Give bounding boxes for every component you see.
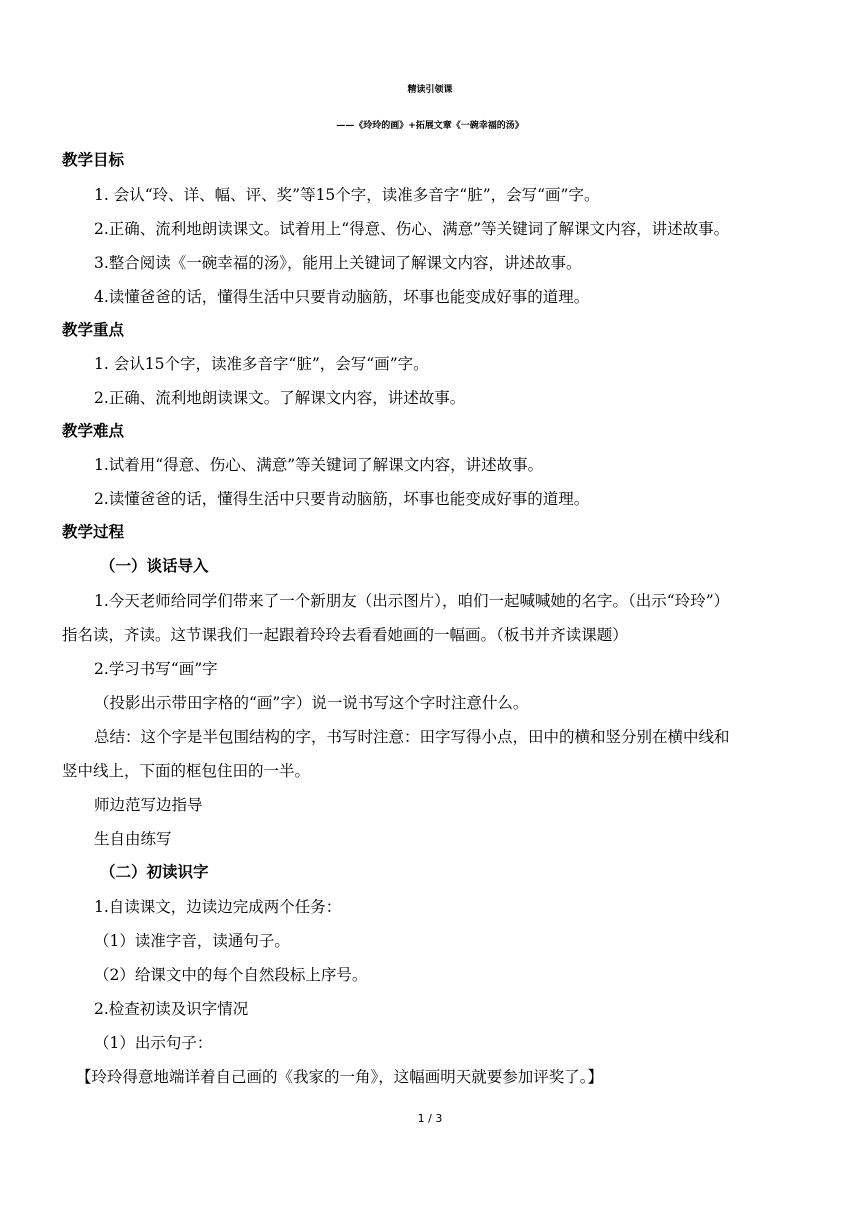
- paragraph: （1）出示句子：: [94, 1034, 213, 1052]
- paragraph: （投影出示带田字格的“画”字）说一说书写这个字时注意什么。: [94, 694, 529, 712]
- paragraph-continuation: 指名读，齐读。这节课我们一起跟着玲玲去看看她画的一幅画。（板书并齐读课题）: [62, 626, 628, 644]
- paragraph-continuation: 竖中线上，下面的框包住田的一半。: [62, 762, 311, 780]
- key-point-item: 2.正确、流利地朗读课文。了解课文内容，讲述故事。: [94, 389, 466, 407]
- document-title: 精读引领课: [407, 85, 453, 95]
- goal-item: 2.正确、流利地朗读课文。试着用上“得意、伤心、满意”等关键词了解课文内容，讲述故事。: [94, 220, 730, 238]
- quoted-sentence: 【玲玲得意地端详着自己画的《我家的一角》，这幅画明天就要参加评奖了。】: [76, 1068, 604, 1086]
- paragraph: 1.今天老师给同学们带来了一个新朋友（出示图片），咱们一起喊喊她的名字。（出示“玲玲”）: [94, 592, 730, 610]
- paragraph: 总结：这个字是半包围结构的字，书写时注意：田字写得小点，田中的横和竖分别在横中线和: [94, 728, 730, 746]
- goal-item: 3.整合阅读《一碗幸福的汤》，能用上关键词了解课文内容，讲述故事。: [94, 254, 582, 272]
- paragraph: 1.自读课文，边读边完成两个任务：: [94, 898, 342, 916]
- section-heading-key-points: 教学重点: [62, 321, 125, 339]
- difficulty-item: 2.读懂爸爸的话，懂得生活中只要肯动脑筋，坏事也能变成好事的道理。: [94, 490, 590, 508]
- section-heading-process: 教学过程: [62, 523, 125, 541]
- section-heading-goals: 教学目标: [62, 151, 125, 169]
- page-number: 1 / 3: [417, 1112, 443, 1125]
- paragraph: （2）给课文中的每个自然段标上序号。: [94, 966, 368, 984]
- subsection-heading-first-reading: （二）初读识字: [100, 863, 209, 881]
- difficulty-item: 1.试着用“得意、伤心、满意”等关键词了解课文内容，讲述故事。: [94, 456, 544, 474]
- goal-item: 4.读懂爸爸的话，懂得生活中只要肯动脑筋，坏事也能变成好事的道理。: [94, 288, 590, 306]
- paragraph: （1）读准字音，读通句子。: [94, 932, 290, 950]
- key-point-item: 1. 会认15个字，读准多音字“脏”，会写“画”字。: [94, 355, 429, 373]
- document-subtitle: ——《玲玲的画》+拓展文章《一碗幸福的汤》: [336, 121, 524, 131]
- section-heading-difficulties: 教学难点: [62, 422, 125, 440]
- subsection-heading-intro: （一）谈话导入: [100, 557, 209, 575]
- paragraph: 2.学习书写“画”字: [94, 660, 218, 678]
- goal-item: 1. 会认“玲、详、幅、评、奖”等15个字，读准多音字“脏”，会写“画”字。: [94, 186, 600, 204]
- paragraph: 生自由练写: [94, 830, 172, 848]
- paragraph: 师边范写边指导: [94, 796, 203, 814]
- paragraph: 2.检查初读及识字情况: [94, 1000, 249, 1018]
